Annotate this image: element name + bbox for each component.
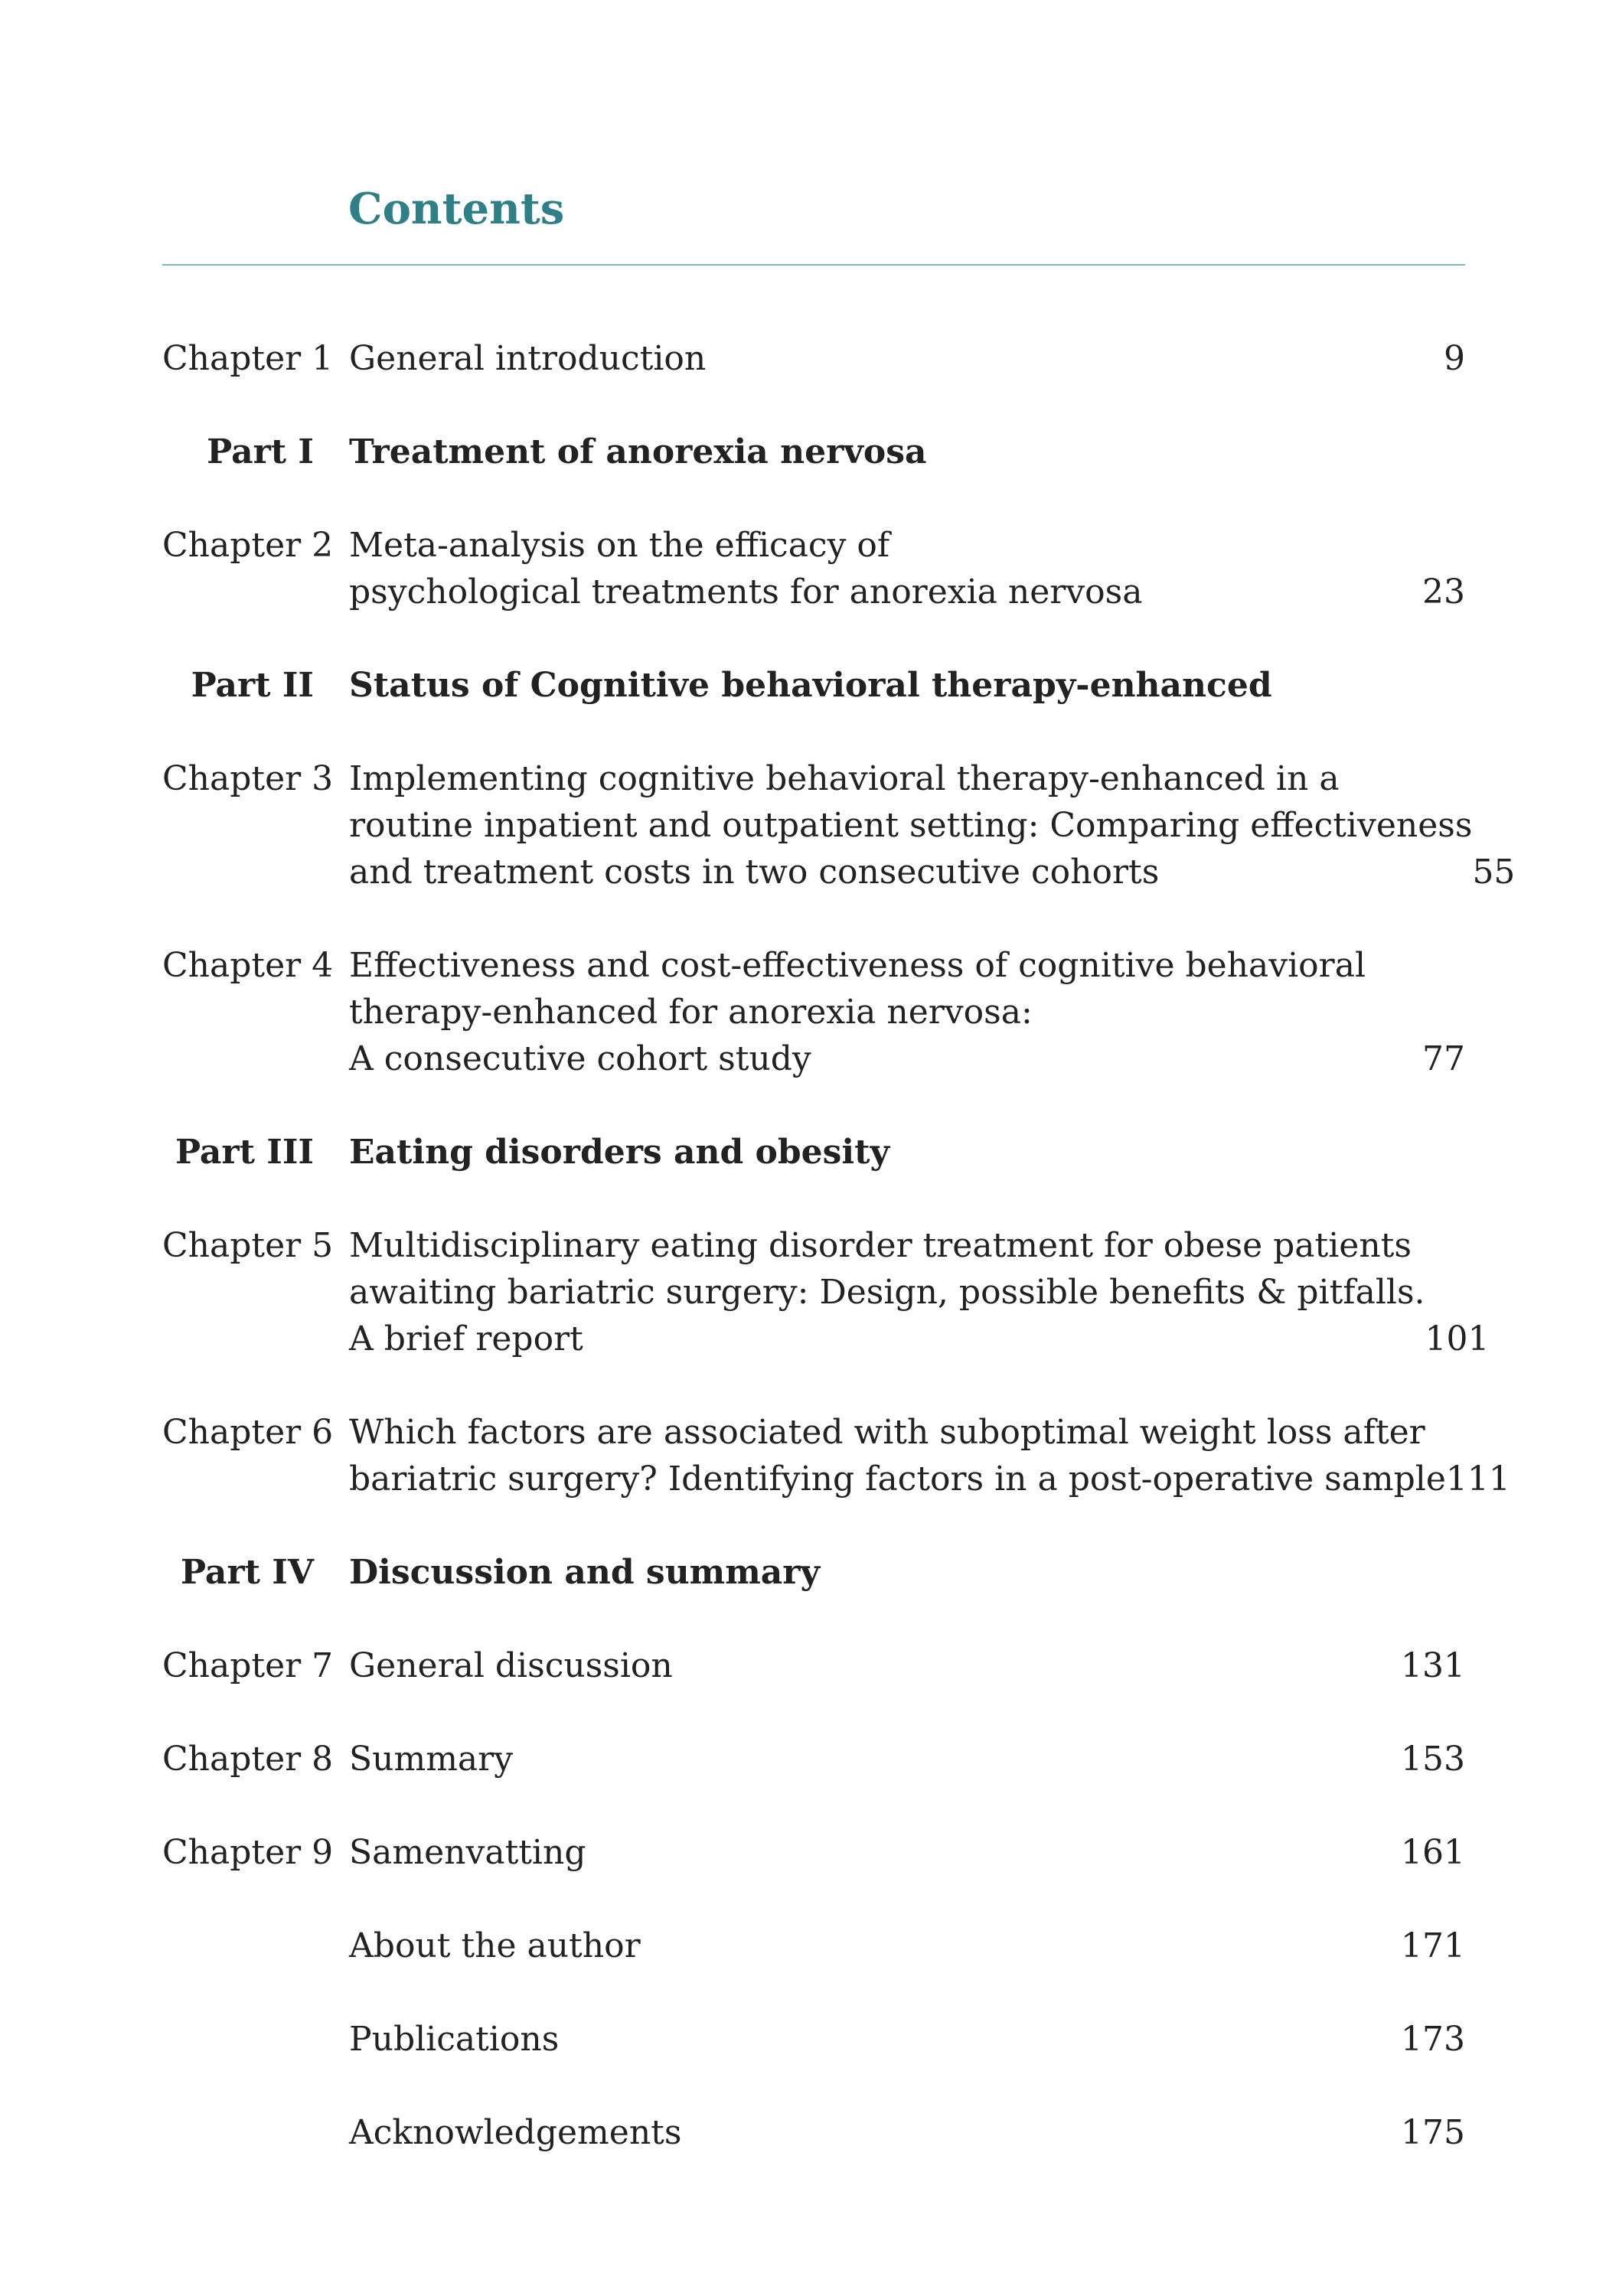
entry-title [349,1222,1425,1362]
entry-title-line: Discussion and summary [349,1553,821,1592]
page-title: Contents [348,184,565,234]
page-number: 173 [1401,2020,1465,2059]
part-label: Part I [207,432,314,471]
entry-title-line: Which factors are associated with suboptimal weight loss after [349,1413,1425,1452]
entry-title [349,522,1375,615]
entry-title [349,2109,1375,2156]
entry-title-line: therapy-enhanced for anorexia nervosa: [349,993,1033,1032]
chapter-label: Chapter 7 [162,1646,334,1685]
page-number: 23 [1422,572,1465,612]
toc-entry [162,2016,1465,2063]
entry-title-line: A brief report [349,1319,583,1358]
chapter-label: Chapter 5 [162,1226,334,1265]
toc-part-heading [162,1129,1465,1176]
chapter-label: Chapter 1 [162,339,334,378]
toc-entry [162,1409,1510,1502]
entry-title-line: Samenvatting [349,1833,586,1872]
entry-title-line: Treatment of anorexia nervosa [349,432,927,471]
toc-entry [162,335,1465,382]
entry-title-line: Multidisciplinary eating disorder treatment for obese patients [349,1226,1412,1265]
page-number: 9 [1444,339,1465,378]
toc-entry [162,1923,1465,1969]
entry-title [349,1409,1446,1502]
entry-title [349,1829,1375,1876]
toc-part-heading [162,429,1465,475]
toc-entry [162,755,1516,895]
entry-title-line: bariatric surgery? Identifying factors in a post-operative sample [349,1459,1446,1499]
entry-title [349,755,1472,895]
entry-title-line: psychological treatments for anorexia nervosa [349,572,1143,612]
toc-entry [162,2109,1465,2156]
table-of-contents [162,335,1516,2203]
page-number: 161 [1401,1833,1465,1872]
part-title [349,429,1375,475]
entry-title-line: Eating disorders and obesity [349,1133,890,1172]
toc-entry [162,522,1465,615]
page-number: 131 [1401,1646,1465,1685]
part-label: Part IV [181,1553,314,1592]
entry-title-line: Publications [349,2020,560,2059]
entry-title-line: routine inpatient and outpatient setting: Comparing effectiveness [349,806,1473,845]
entry-title-line: Acknowledgements [349,2113,682,2152]
page-number: 153 [1401,1740,1465,1779]
entry-title-line: General discussion [349,1646,673,1685]
toc-part-heading [162,1549,1465,1596]
part-title [349,1549,1375,1596]
page-number: 175 [1401,2113,1465,2152]
entry-title-line: Summary [349,1740,514,1779]
entry-title-line: Effectiveness and cost-effectiveness of cognitive behavioral [349,946,1366,985]
toc-entry [162,1222,1490,1362]
toc-entry [162,1736,1465,1782]
chapter-label: Chapter 6 [162,1413,334,1452]
part-title [349,662,1375,709]
title-divider [162,264,1465,266]
entry-title [349,1736,1375,1782]
entry-title-line: Meta-analysis on the efficacy of [349,526,890,565]
entry-title [349,1923,1375,1969]
page-number: 77 [1422,1039,1465,1078]
entry-title-line: General introduction [349,339,707,378]
part-label: Part II [191,666,314,705]
entry-title-line: Implementing cognitive behavioral therapy-enhanced in a [349,759,1340,798]
toc-entry [162,942,1465,1082]
toc-entry [162,1829,1465,1876]
entry-title [349,2016,1375,2063]
chapter-label: Chapter 4 [162,946,334,985]
chapter-label: Chapter 9 [162,1833,334,1872]
part-title [349,1129,1375,1176]
page-number: 111 [1445,1459,1510,1499]
entry-title [349,942,1375,1082]
part-label: Part III [175,1133,314,1172]
page-number: 101 [1425,1319,1490,1358]
entry-title [349,335,1375,382]
entry-title-line: awaiting bariatric surgery: Design, possible benefits & pitfalls. [349,1273,1425,1312]
toc-entry [162,1642,1465,1689]
chapter-label: Chapter 3 [162,759,334,798]
chapter-label: Chapter 2 [162,526,334,565]
entry-title-line: and treatment costs in two consecutive cohorts [349,853,1160,892]
entry-title-line: Status of Cognitive behavioral therapy-enhanced [349,666,1272,705]
toc-part-heading [162,662,1465,709]
entry-title-line: About the author [349,1926,641,1965]
entry-title-line: A consecutive cohort study [349,1039,811,1078]
chapter-label: Chapter 8 [162,1740,334,1779]
entry-title [349,1642,1375,1689]
page-number: 171 [1401,1926,1465,1965]
page-number: 55 [1472,853,1516,892]
